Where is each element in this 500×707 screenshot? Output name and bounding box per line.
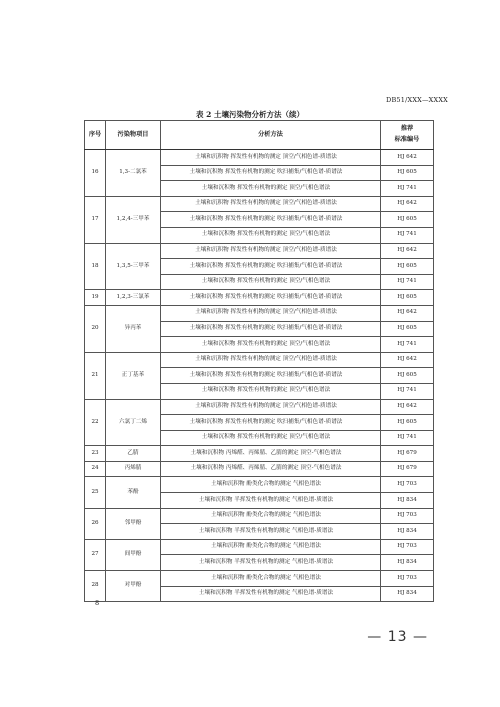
standard-cell: HJ 741 bbox=[381, 274, 434, 290]
table-row bbox=[85, 571, 434, 587]
pollutant-cell: 正丁基苯 bbox=[106, 352, 161, 399]
standard-cell: HJ 703 bbox=[381, 477, 434, 493]
standard-cell: HJ 741 bbox=[381, 383, 434, 399]
serial-number-cell: 28 bbox=[85, 571, 106, 602]
table-body bbox=[85, 150, 434, 602]
standard-cell: HJ 834 bbox=[381, 555, 434, 571]
method-cell: 土壤和沉积物 挥发性有机物的测定 顶空/气相色谱-质谱法 bbox=[161, 243, 381, 259]
pollutant-cell: 丙烯腈 bbox=[106, 461, 161, 477]
method-cell: 土壤和沉积物 挥发性有机物的测定 顶空/气相色谱法 bbox=[161, 227, 381, 243]
header-std-line-2: 标准编号 bbox=[394, 136, 420, 143]
page-mark: 8 bbox=[95, 599, 100, 607]
page-number: — 13 — bbox=[367, 629, 428, 645]
pollutant-cell: 乙腈 bbox=[106, 446, 161, 462]
pollutant-cell: 苯酚 bbox=[106, 477, 161, 508]
header-recommended-standard bbox=[381, 121, 434, 150]
method-cell: 土壤和沉积物 半挥发性有机物的测定 气相色谱-质谱法 bbox=[161, 524, 381, 540]
method-cell: 土壤和沉积物 酚类化合物的测定 气相色谱法 bbox=[161, 477, 381, 493]
table-row bbox=[85, 539, 434, 555]
method-cell: 土壤和沉积物 挥发性有机物的测定 吹扫捕集/气相色谱-质谱法 bbox=[161, 212, 381, 228]
serial-number-cell: 20 bbox=[85, 305, 106, 352]
method-cell: 土壤和沉积物 半挥发性有机物的测定 气相色谱-质谱法 bbox=[161, 493, 381, 509]
standard-cell: HJ 642 bbox=[381, 352, 434, 368]
method-cell: 土壤和沉积物 挥发性有机物的测定 吹扫捕集/气相色谱-质谱法 bbox=[161, 165, 381, 181]
standard-cell: HJ 834 bbox=[381, 524, 434, 540]
standard-cell: HJ 679 bbox=[381, 461, 434, 477]
method-cell: 土壤和沉积物 半挥发性有机物的测定 气相色谱-质谱法 bbox=[161, 555, 381, 571]
standard-cell: HJ 703 bbox=[381, 539, 434, 555]
serial-number-cell: 23 bbox=[85, 446, 106, 462]
table-title: 表 2 土壤污染物分析方法（续） bbox=[196, 110, 304, 119]
standard-cell: HJ 741 bbox=[381, 430, 434, 446]
method-cell: 土壤和沉积物 挥发性有机物的测定 顶空/气相色谱法 bbox=[161, 430, 381, 446]
method-cell: 土壤和沉积物 挥发性有机物的测定 顶空/气相色谱-质谱法 bbox=[161, 150, 381, 166]
method-cell: 土壤和沉积物 挥发性有机物的测定 顶空/气相色谱-质谱法 bbox=[161, 399, 381, 415]
standard-cell: HJ 703 bbox=[381, 571, 434, 587]
method-cell: 土壤和沉积物 挥发性有机物的测定 顶空/气相色谱法 bbox=[161, 337, 381, 353]
serial-number-cell: 26 bbox=[85, 508, 106, 539]
method-cell: 土壤和沉积物 酚类化合物的测定 气相色谱法 bbox=[161, 508, 381, 524]
pollutant-cell: 1,3,5-三甲苯 bbox=[106, 243, 161, 290]
standard-cell: HJ 642 bbox=[381, 196, 434, 212]
standard-cell: HJ 834 bbox=[381, 493, 434, 509]
method-cell: 土壤和沉积物 挥发性有机物的测定 顶空/气相色谱-质谱法 bbox=[161, 305, 381, 321]
header-pollutant: 污染物项目 bbox=[106, 121, 161, 150]
method-cell: 土壤和沉积物 挥发性有机物的测定 吹扫捕集/气相色谱-质谱法 bbox=[161, 290, 381, 306]
serial-number-cell: 27 bbox=[85, 539, 106, 570]
table-row bbox=[85, 305, 434, 321]
method-cell: 土壤和沉积物 半挥发性有机物的测定 气相色谱-质谱法 bbox=[161, 586, 381, 602]
header-std-line-1: 推荐 bbox=[400, 125, 414, 133]
method-cell: 土壤和沉积物 挥发性有机物的测定 吹扫捕集/气相色谱-质谱法 bbox=[161, 259, 381, 275]
method-cell: 土壤和沉积物 酚类化合物的测定 气相色谱法 bbox=[161, 571, 381, 587]
standard-cell: HJ 679 bbox=[381, 446, 434, 462]
method-cell: 土壤和沉积物 挥发性有机物的测定 吹扫捕集/气相色谱-质谱法 bbox=[161, 321, 381, 337]
table-row bbox=[85, 461, 434, 477]
method-cell: 土壤和沉积物 挥发性有机物的测定 吹扫捕集/气相色谱-质谱法 bbox=[161, 368, 381, 384]
table-header-row bbox=[85, 121, 434, 150]
serial-number-cell: 19 bbox=[85, 290, 106, 306]
method-cell: 土壤和沉积物 挥发性有机物的测定 吹扫捕集/气相色谱-质谱法 bbox=[161, 415, 381, 431]
standard-cell: HJ 741 bbox=[381, 337, 434, 353]
method-cell: 土壤和沉积物 挥发性有机物的测定 顶空/气相色谱-质谱法 bbox=[161, 196, 381, 212]
table-row bbox=[85, 399, 434, 415]
pollutant-cell: 间甲酚 bbox=[106, 539, 161, 570]
standard-cell: HJ 605 bbox=[381, 415, 434, 431]
method-cell: 土壤和沉积物 挥发性有机物的测定 顶空/气相色谱法 bbox=[161, 383, 381, 399]
standard-cell: HJ 642 bbox=[381, 243, 434, 259]
table-row bbox=[85, 352, 434, 368]
standard-cell: HJ 741 bbox=[381, 227, 434, 243]
pollutant-cell: 对甲酚 bbox=[106, 571, 161, 602]
serial-number-cell: 17 bbox=[85, 196, 106, 243]
table-row bbox=[85, 150, 434, 166]
standard-cell: HJ 642 bbox=[381, 399, 434, 415]
serial-number-cell: 21 bbox=[85, 352, 106, 399]
serial-number-cell: 24 bbox=[85, 461, 106, 477]
method-cell: 土壤和沉积物 丙烯醛、丙烯腈、乙腈的测定 顶空-气相色谱法 bbox=[161, 446, 381, 462]
standard-cell: HJ 703 bbox=[381, 508, 434, 524]
analysis-methods-table bbox=[84, 120, 434, 602]
standard-cell: HJ 605 bbox=[381, 321, 434, 337]
document-code: DB51/XXX—XXXX bbox=[386, 96, 448, 104]
pollutant-cell: 六氯丁二烯 bbox=[106, 399, 161, 446]
pollutant-cell: 1,3-二氯苯 bbox=[106, 150, 161, 197]
serial-number-cell: 16 bbox=[85, 150, 106, 197]
standard-cell: HJ 642 bbox=[381, 305, 434, 321]
pollutant-cell: 1,2,4-三甲苯 bbox=[106, 196, 161, 243]
table-row bbox=[85, 243, 434, 259]
serial-number-cell: 18 bbox=[85, 243, 106, 290]
standard-cell: HJ 605 bbox=[381, 165, 434, 181]
method-cell: 土壤和沉积物 挥发性有机物的测定 顶空/气相色谱法 bbox=[161, 274, 381, 290]
header-analysis-method: 分析方法 bbox=[161, 121, 381, 150]
table-row bbox=[85, 477, 434, 493]
standard-cell: HJ 605 bbox=[381, 290, 434, 306]
table-row bbox=[85, 290, 434, 306]
table-row bbox=[85, 446, 434, 462]
pollutant-cell: 1,2,3-三氯苯 bbox=[106, 290, 161, 306]
serial-number-cell: 25 bbox=[85, 477, 106, 508]
method-cell: 土壤和沉积物 挥发性有机物的测定 顶空/气相色谱-质谱法 bbox=[161, 352, 381, 368]
table-row bbox=[85, 508, 434, 524]
standard-cell: HJ 605 bbox=[381, 368, 434, 384]
header-serial-number: 序号 bbox=[85, 121, 106, 150]
standard-cell: HJ 741 bbox=[381, 181, 434, 197]
serial-number-cell: 22 bbox=[85, 399, 106, 446]
standard-cell: HJ 642 bbox=[381, 150, 434, 166]
standard-cell: HJ 605 bbox=[381, 212, 434, 228]
method-cell: 土壤和沉积物 酚类化合物的测定 气相色谱法 bbox=[161, 539, 381, 555]
pollutant-cell: 异丙苯 bbox=[106, 305, 161, 352]
table-row bbox=[85, 196, 434, 212]
standard-cell: HJ 834 bbox=[381, 586, 434, 602]
method-cell: 土壤和沉积物 丙烯醛、丙烯腈、乙腈的测定 顶空-气相色谱法 bbox=[161, 461, 381, 477]
method-cell: 土壤和沉积物 挥发性有机物的测定 顶空/气相色谱法 bbox=[161, 181, 381, 197]
pollutant-cell: 邻甲酚 bbox=[106, 508, 161, 539]
standard-cell: HJ 605 bbox=[381, 259, 434, 275]
